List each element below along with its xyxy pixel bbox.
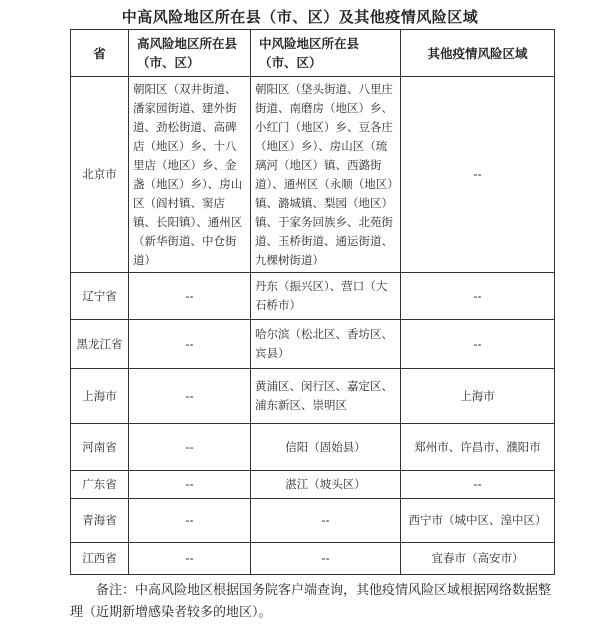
other-risk-cell: 西宁市（城中区、湟中区）: [401, 499, 555, 543]
other-risk-cell: --: [401, 471, 555, 499]
mid-risk-cell: 哈尔滨（松北区、香坊区、宾县）: [251, 320, 401, 369]
mid-risk-cell: 黄浦区、闵行区、嘉定区、浦东新区、崇明区: [251, 369, 401, 424]
table-row: [71, 320, 555, 369]
mid-risk-cell: 朝阳区（垡头街道、八里庄街道、南磨房（地区）乡、小红门（地区）乡、豆各庄（地区）乡）、房山区（琉璃河（地区）镇、西潞街道）、通州区（永顺（地区）镇、潞城镇、梨园（地区）镇、于家务回族乡、北苑街道、玉桥街道、通运街道、九棵树街道）: [251, 77, 401, 273]
table-header-row: [71, 30, 555, 77]
high-risk-cell: --: [129, 471, 251, 499]
province-cell: 青海省: [71, 499, 129, 543]
header-other-risk: 其他疫情风险区域: [401, 30, 555, 77]
high-risk-cell: --: [129, 369, 251, 424]
high-risk-cell: --: [129, 424, 251, 471]
high-risk-cell: --: [129, 499, 251, 543]
province-cell: 北京市: [71, 77, 129, 273]
table-row: [71, 369, 555, 424]
province-cell: 上海市: [71, 369, 129, 424]
mid-risk-cell: 信阳（固始县）: [251, 424, 401, 471]
risk-area-table: [70, 29, 555, 575]
mid-risk-cell: 丹东（振兴区）、营口（大石桥市）: [251, 273, 401, 320]
header-province: 省: [71, 30, 129, 77]
other-risk-cell: --: [401, 77, 555, 273]
table-row: [71, 273, 555, 320]
header-high-risk: 高风险地区所在县（市、区）: [129, 30, 251, 77]
table-row: [71, 543, 555, 575]
table-row: [71, 499, 555, 543]
other-risk-cell: 上海市: [401, 369, 555, 424]
other-risk-cell: --: [401, 320, 555, 369]
document-title: 中高风险地区所在县（市、区）及其他疫情风险区域: [121, 8, 479, 26]
other-risk-cell: 郑州市、许昌市、濮阳市: [401, 424, 555, 471]
header-mid-risk: 中风险地区所在县（市、区）: [251, 30, 401, 77]
high-risk-cell: --: [129, 543, 251, 575]
table-row: [71, 424, 555, 471]
high-risk-cell: --: [129, 320, 251, 369]
footnote: 备注：中高风险地区根据国务院客户端查询，其他疫情风险区域根据网络数据整理（近期新增感染者较多的地区）。: [70, 583, 552, 620]
province-cell: 江西省: [71, 543, 129, 575]
other-risk-cell: 宜春市（高安市）: [401, 543, 555, 575]
mid-risk-cell: --: [251, 543, 401, 575]
high-risk-cell: --: [129, 273, 251, 320]
high-risk-cell: 朝阳区（双井街道、潘家园街道、建外街道、劲松街道、高碑店（地区）乡、十八里店（地区）乡、金盏（地区）乡）、房山区（阎村镇、窦店镇、长阳镇）、通州区（新华街道、中仓街道）: [129, 77, 251, 273]
province-cell: 河南省: [71, 424, 129, 471]
mid-risk-cell: --: [251, 499, 401, 543]
table-row: [71, 471, 555, 499]
province-cell: 广东省: [71, 471, 129, 499]
other-risk-cell: --: [401, 273, 555, 320]
province-cell: 黑龙江省: [71, 320, 129, 369]
mid-risk-cell: 湛江（坡头区）: [251, 471, 401, 499]
province-cell: 辽宁省: [71, 273, 129, 320]
table-row: [71, 77, 555, 273]
